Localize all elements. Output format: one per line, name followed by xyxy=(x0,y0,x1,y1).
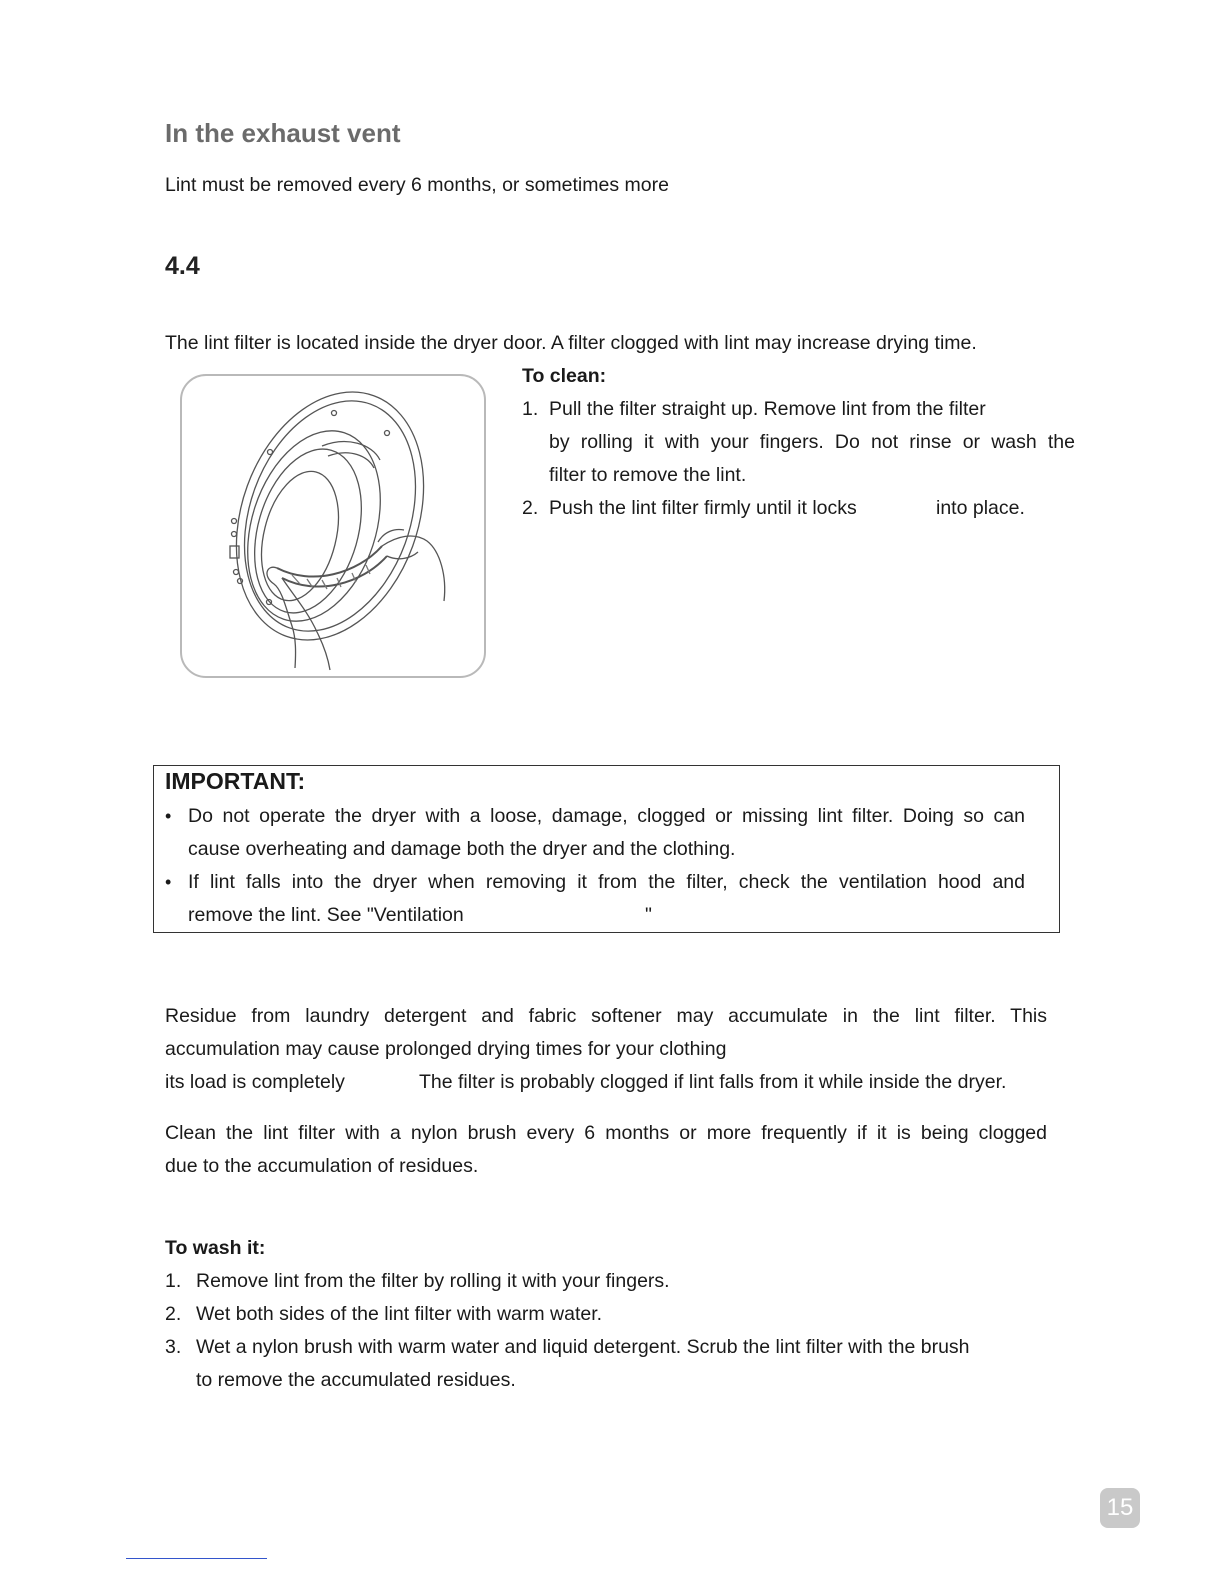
residue-line3-end: The filter is probably clogged if lint falls from it while inside the dryer. xyxy=(419,1071,1007,1093)
exhaust-vent-heading: In the exhaust vent xyxy=(165,118,401,148)
clean-step2-text: Push the lint filter firmly until it locks xyxy=(549,497,857,519)
important-title: IMPORTANT: xyxy=(165,768,306,794)
clean-brush-line1: Clean the lint filter with a nylon brush every 6 months or more frequently if it is being clogged xyxy=(165,1122,1047,1144)
residue-line3-start: its load is completely xyxy=(165,1071,345,1093)
important-bullet-1: • xyxy=(165,806,172,826)
wash-step1-number: 1. xyxy=(165,1270,182,1292)
important-item2-line2: remove the lint. See "Ventilation xyxy=(188,904,464,926)
clean-step1-line1: Pull the filter straight up. Remove lint from the filter xyxy=(549,398,986,420)
wash-step3-line2: to remove the accumulated residues. xyxy=(196,1369,516,1391)
clean-step2-text-end: into place. xyxy=(936,497,1025,519)
wash-step2-number: 2. xyxy=(165,1303,182,1325)
important-item2-quote: " xyxy=(645,904,652,926)
important-item1-line1: Do not operate the dryer with a loose, damage, clogged or missing lint filter. Doing so can xyxy=(188,805,1025,827)
residue-line2: accumulation may cause prolonged drying times for your clothing xyxy=(165,1038,727,1060)
lint-filter-illustration xyxy=(180,374,486,678)
dryer-door-drawing xyxy=(182,376,484,676)
footer-rule xyxy=(126,1558,267,1559)
clean-step2-number: 2. xyxy=(522,497,539,519)
wash-step3-number: 3. xyxy=(165,1336,182,1358)
exhaust-vent-text: Lint must be removed every 6 months, or sometimes more xyxy=(165,174,669,196)
section-number: 4.4 xyxy=(165,252,200,280)
clean-step1-line3: filter to remove the lint. xyxy=(549,464,747,486)
page-number-badge: 15 xyxy=(1100,1488,1140,1528)
wash-step1-text: Remove lint from the filter by rolling it with your fingers. xyxy=(196,1270,670,1292)
clean-brush-line2: due to the accumulation of residues. xyxy=(165,1155,479,1177)
section-intro: The lint filter is located inside the dryer door. A filter clogged with lint may increase drying time. xyxy=(165,332,977,354)
residue-line1: Residue from laundry detergent and fabric softener may accumulate in the lint filter. This xyxy=(165,1005,1047,1027)
important-item1-line2: cause overheating and damage both the dryer and the clothing. xyxy=(188,838,736,860)
to-wash-title: To wash it: xyxy=(165,1237,266,1259)
wash-step3-line1: Wet a nylon brush with warm water and liquid detergent. Scrub the lint filter with the brush xyxy=(196,1336,970,1358)
wash-step2-text: Wet both sides of the lint filter with warm water. xyxy=(196,1303,603,1325)
to-clean-title: To clean: xyxy=(522,365,607,387)
important-bullet-2: • xyxy=(165,872,172,892)
clean-step1-line2: by rolling it with your fingers. Do not rinse or wash the xyxy=(549,431,1075,453)
important-item2-line1: If lint falls into the dryer when removing it from the filter, check the ventilation hood and xyxy=(188,871,1025,893)
clean-step1-number: 1. xyxy=(522,398,539,420)
